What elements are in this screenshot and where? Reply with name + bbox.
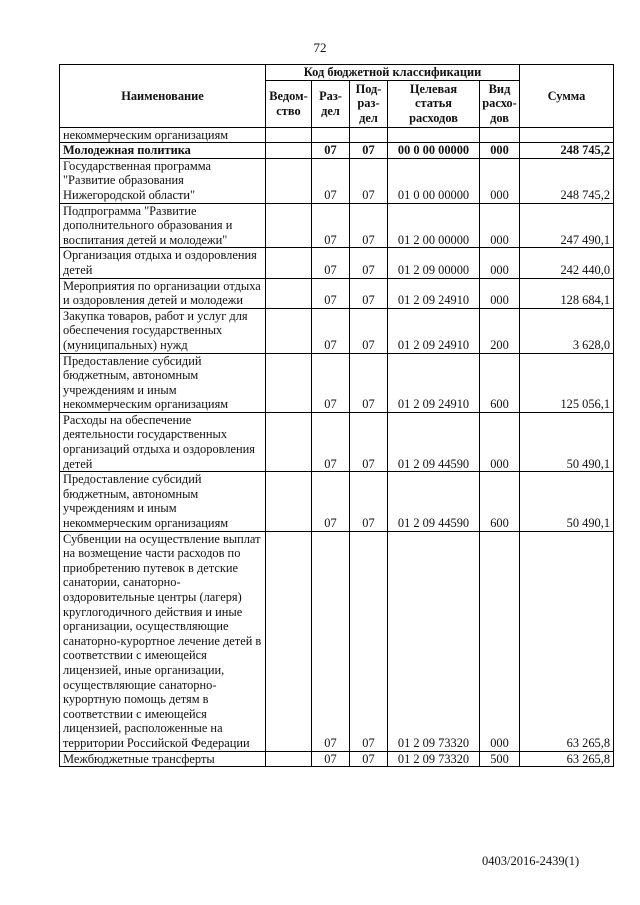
table-row: [60, 278, 614, 308]
row-target-article: 01 2 09 44590: [388, 412, 480, 471]
table-row: [60, 472, 614, 531]
row-name: Межбюджетные трансферты: [60, 751, 266, 767]
table-row: [60, 203, 614, 248]
row-sum: 247 490,1: [520, 203, 614, 248]
row-sum: 3 628,0: [520, 308, 614, 353]
header-vid: Вид расхо- дов: [480, 80, 520, 127]
row-podrazdel: 07: [350, 143, 388, 159]
row-sum: 125 056,1: [520, 353, 614, 412]
row-name: Предоставление субсидий бюджетным, автономным учреждениям и иным некоммерческим организациям: [60, 472, 266, 531]
row-razdel: 07: [312, 531, 350, 751]
row-vedomstvo: [266, 203, 312, 248]
row-razdel: 07: [312, 143, 350, 159]
row-vedomstvo: [266, 353, 312, 412]
row-vedomstvo: [266, 248, 312, 278]
row-podrazdel: 07: [350, 353, 388, 412]
row-target-article: 01 2 09 24910: [388, 353, 480, 412]
row-sum: 242 440,0: [520, 248, 614, 278]
row-vedomstvo: [266, 531, 312, 751]
row-razdel: 07: [312, 278, 350, 308]
table-row: [60, 158, 614, 203]
row-podrazdel: 07: [350, 751, 388, 767]
row-podrazdel: 07: [350, 158, 388, 203]
row-razdel: 07: [312, 472, 350, 531]
row-razdel: 07: [312, 308, 350, 353]
row-podrazdel: [350, 127, 388, 143]
row-expense-type: 000: [480, 531, 520, 751]
row-sum: 128 684,1: [520, 278, 614, 308]
row-razdel: [312, 127, 350, 143]
row-podrazdel: 07: [350, 278, 388, 308]
budget-table: [59, 64, 614, 767]
header-target: Целевая статья расходов: [388, 80, 480, 127]
row-expense-type: 000: [480, 203, 520, 248]
row-sum: 248 745,2: [520, 158, 614, 203]
row-name: Подпрограмма "Развитие дополнительного образования и воспитания детей и молодежи": [60, 203, 266, 248]
row-sum: 248 745,2: [520, 143, 614, 159]
row-name: Государственная программа "Развитие образования Нижегородской области": [60, 158, 266, 203]
header-name: Наименование: [60, 65, 266, 128]
table-row: [60, 127, 614, 143]
table-row: [60, 308, 614, 353]
row-expense-type: 000: [480, 412, 520, 471]
row-target-article: 01 2 09 73320: [388, 531, 480, 751]
row-target-article: 01 2 09 00000: [388, 248, 480, 278]
row-razdel: 07: [312, 203, 350, 248]
row-podrazdel: 07: [350, 248, 388, 278]
row-vedomstvo: [266, 472, 312, 531]
header-sum: Сумма: [520, 65, 614, 128]
row-expense-type: 600: [480, 472, 520, 531]
row-target-article: 01 2 00 00000: [388, 203, 480, 248]
row-razdel: 07: [312, 158, 350, 203]
row-expense-type: 000: [480, 143, 520, 159]
row-vedomstvo: [266, 278, 312, 308]
row-razdel: 07: [312, 353, 350, 412]
header-code-group: Код бюджетной классификации: [266, 65, 520, 81]
row-vedomstvo: [266, 158, 312, 203]
row-razdel: 07: [312, 248, 350, 278]
row-podrazdel: 07: [350, 412, 388, 471]
page-number: 72: [313, 40, 327, 55]
row-sum: 50 490,1: [520, 472, 614, 531]
row-name: Расходы на обеспечение деятельности государственных организаций отдыха и оздоровления детей: [60, 412, 266, 471]
row-expense-type: [480, 127, 520, 143]
row-vedomstvo: [266, 751, 312, 767]
row-podrazdel: 07: [350, 308, 388, 353]
row-podrazdel: 07: [350, 203, 388, 248]
table-row: [60, 143, 614, 159]
row-name: Субвенции на осуществление выплат на возмещение части расходов по приобретению путевок в детские санатории, санаторно-оздоровительные центры (лагеря) круглогодичного действия и иные организации, осуществляющие санаторно-курортное лечение детей в соответствии с имеющейся лицензией, иные организации, осуществляющие санаторно-курортную помощь детям в соответствии с имеющейся лицензией, расположенные на территории Российской Федерации: [60, 531, 266, 751]
row-sum: 63 265,8: [520, 531, 614, 751]
row-name: Молодежная политика: [60, 143, 266, 159]
row-vedomstvo: [266, 143, 312, 159]
row-target-article: [388, 127, 480, 143]
row-target-article: 00 0 00 00000: [388, 143, 480, 159]
header-podrazdel: Под- раз- дел: [350, 80, 388, 127]
row-target-article: 01 2 09 24910: [388, 278, 480, 308]
row-expense-type: 600: [480, 353, 520, 412]
row-name: Предоставление субсидий бюджетным, автономным учреждениям и иным некоммерческим организациям: [60, 353, 266, 412]
row-vedomstvo: [266, 127, 312, 143]
table-row: [60, 353, 614, 412]
row-target-article: 01 0 00 00000: [388, 158, 480, 203]
row-razdel: 07: [312, 751, 350, 767]
row-expense-type: 500: [480, 751, 520, 767]
row-name: Организация отдыха и оздоровления детей: [60, 248, 266, 278]
row-name: Закупка товаров, работ и услуг для обеспечения государственных (муниципальных) нужд: [60, 308, 266, 353]
row-expense-type: 200: [480, 308, 520, 353]
row-target-article: 01 2 09 24910: [388, 308, 480, 353]
row-expense-type: 000: [480, 278, 520, 308]
row-expense-type: 000: [480, 158, 520, 203]
header-razdel: Раз- дел: [312, 80, 350, 127]
row-name: некоммерческим организациям: [60, 127, 266, 143]
row-podrazdel: 07: [350, 531, 388, 751]
row-expense-type: 000: [480, 248, 520, 278]
row-name: Мероприятия по организации отдыха и оздоровления детей и молодежи: [60, 278, 266, 308]
row-razdel: 07: [312, 412, 350, 471]
table-row: [60, 412, 614, 471]
header-vedomstvo: Ведом- ство: [266, 80, 312, 127]
row-sum: [520, 127, 614, 143]
row-vedomstvo: [266, 308, 312, 353]
row-target-article: 01 2 09 73320: [388, 751, 480, 767]
row-sum: 50 490,1: [520, 412, 614, 471]
footer-document-code: 0403/2016-2439(1): [482, 854, 580, 868]
table-row: [60, 248, 614, 278]
row-vedomstvo: [266, 412, 312, 471]
row-sum: 63 265,8: [520, 751, 614, 767]
table-row: [60, 751, 614, 767]
row-target-article: 01 2 09 44590: [388, 472, 480, 531]
row-podrazdel: 07: [350, 472, 388, 531]
table-row: [60, 531, 614, 751]
